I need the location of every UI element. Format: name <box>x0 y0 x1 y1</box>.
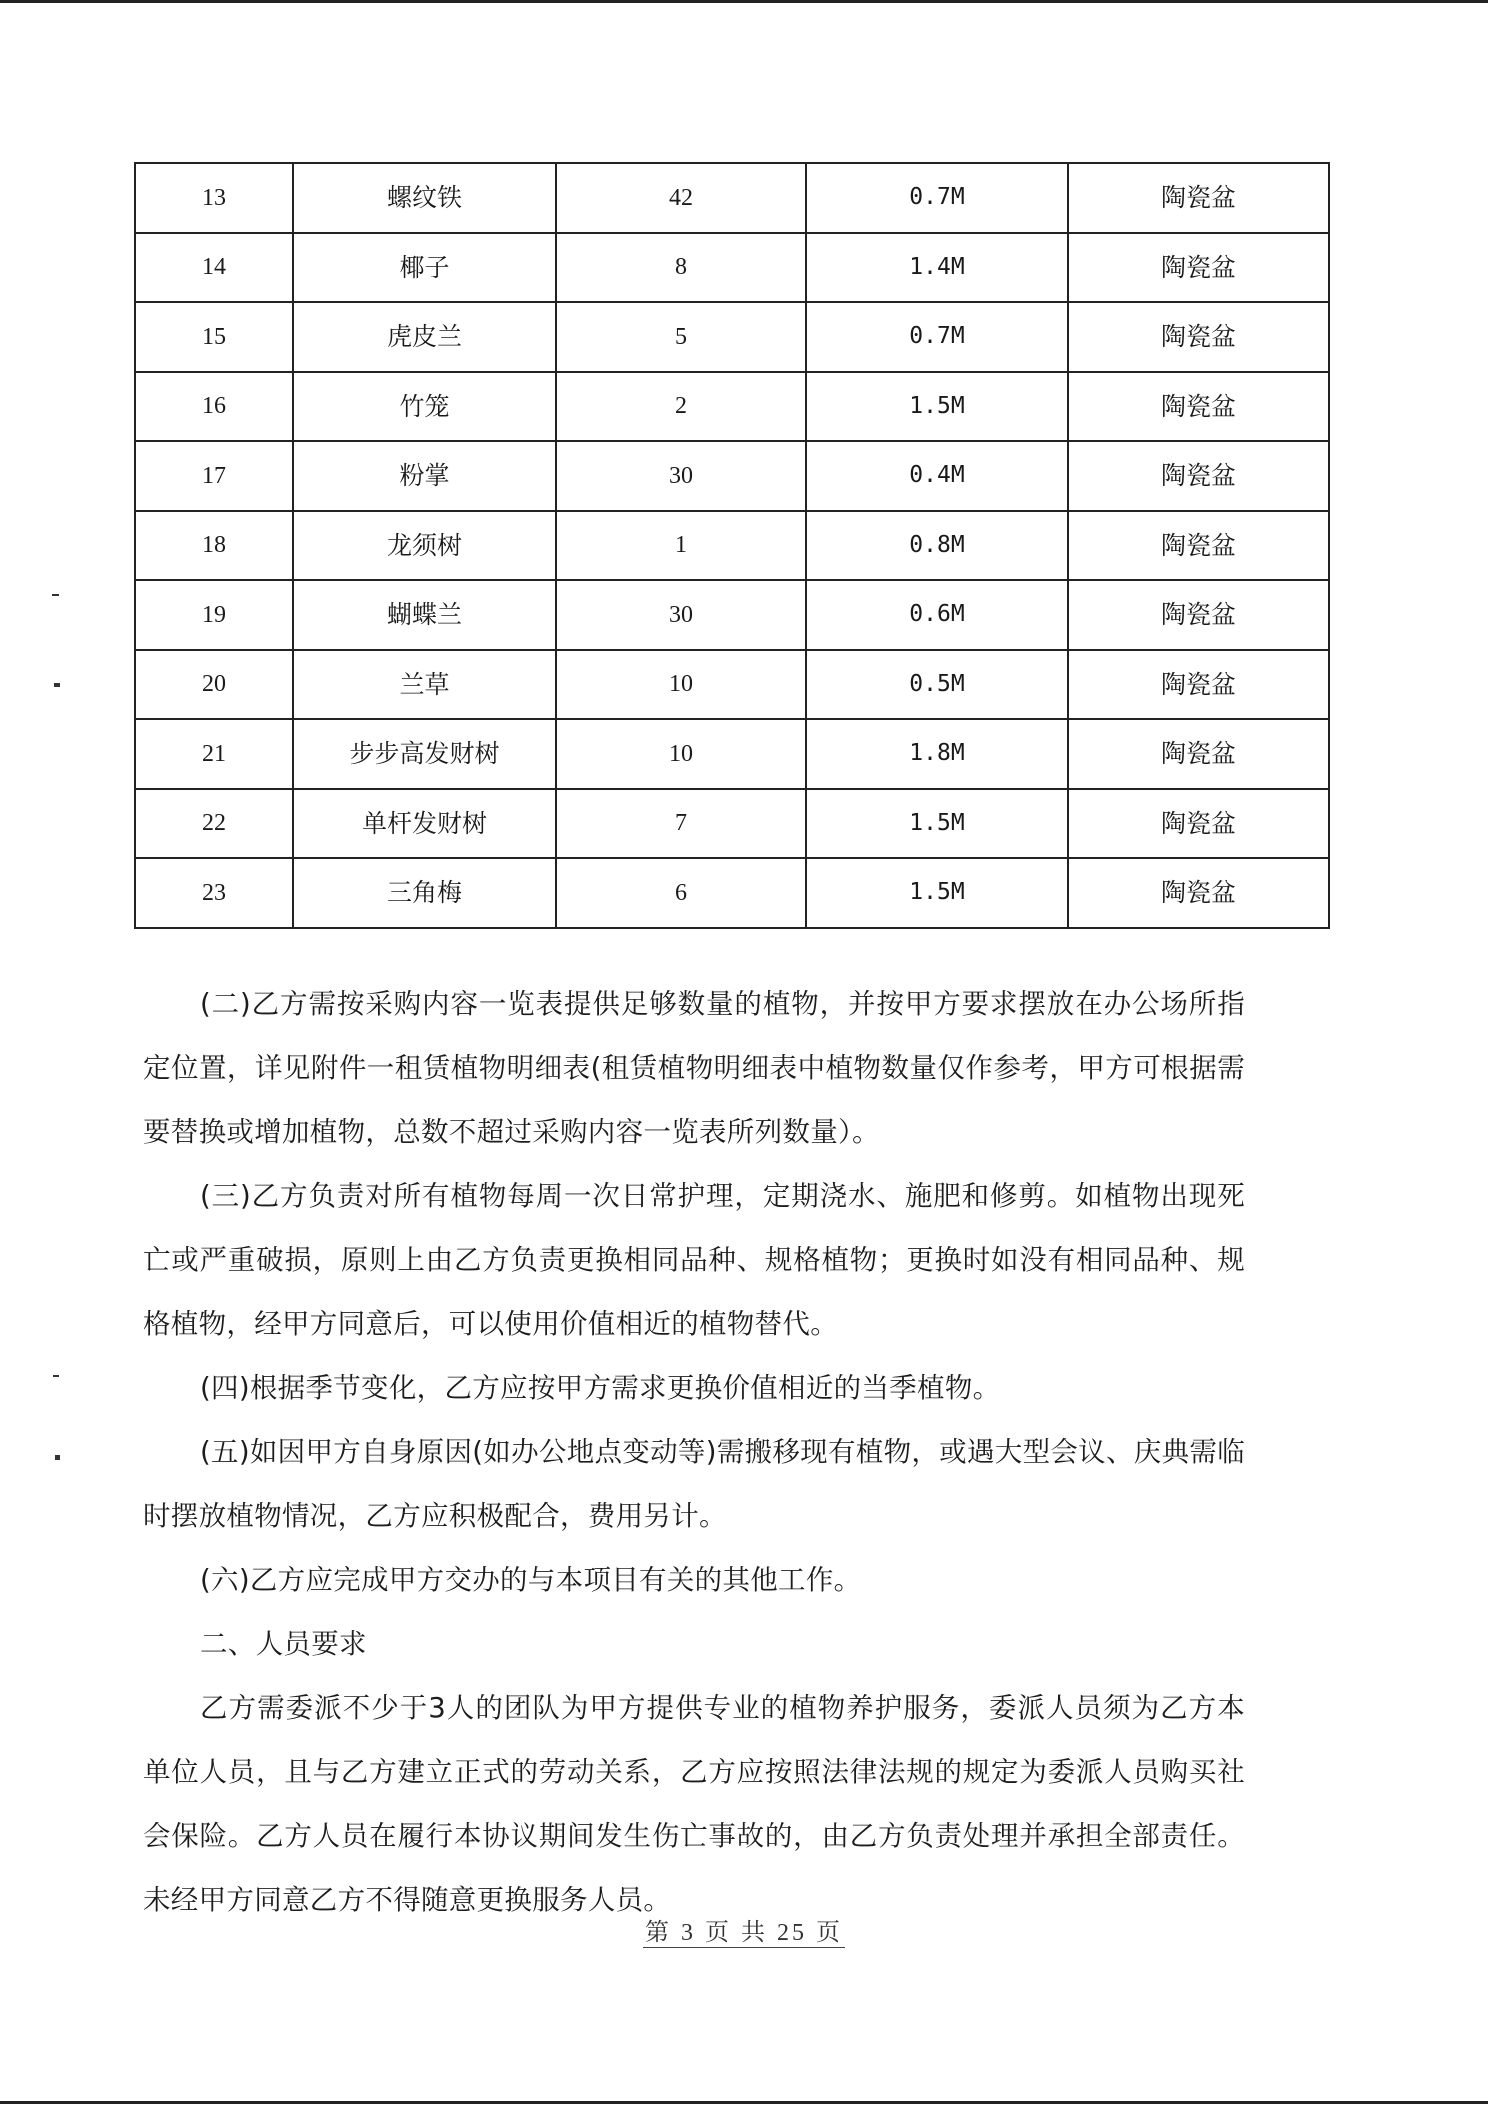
paragraph-6: (六)乙方应完成甲方交办的与本项目有关的其他工作。 <box>200 1564 862 1596</box>
scan-top-edge <box>0 0 1488 3</box>
row-number-cell: 15 <box>135 302 293 372</box>
table-row <box>135 163 1329 233</box>
quantity-cell: 30 <box>556 580 806 650</box>
plant-name-cell: 虎皮兰 <box>293 302 556 372</box>
pot-type-cell: 陶瓷盆 <box>1068 233 1329 303</box>
size-cell: 0.5M <box>806 650 1068 720</box>
paragraph-5: (五)如因甲方自身原因(如办公地点变动等)需搬移现有植物，或遇大型会议、庆典需临时摆放植物情况，乙方应积极配合，费用另计。 <box>143 1436 1245 1532</box>
table-row <box>135 233 1329 303</box>
table-row <box>135 441 1329 511</box>
row-number-cell: 21 <box>135 719 293 789</box>
scan-mark <box>54 683 60 687</box>
section-heading-personnel: 二、人员要求 <box>200 1628 367 1660</box>
table-row <box>135 580 1329 650</box>
table-row <box>135 858 1329 928</box>
plant-name-cell: 龙须树 <box>293 511 556 581</box>
page-footer <box>0 1912 1488 1947</box>
quantity-cell: 10 <box>556 650 806 720</box>
size-cell: 1.4M <box>806 233 1068 303</box>
quantity-cell: 1 <box>556 511 806 581</box>
plant-list-table <box>134 162 1330 929</box>
pot-type-cell: 陶瓷盆 <box>1068 372 1329 442</box>
scan-mark <box>52 594 59 596</box>
document-body <box>143 972 1245 1932</box>
size-cell: 0.7M <box>806 302 1068 372</box>
page-number: 第 3 页 共 25 页 <box>645 1920 843 1946</box>
paragraph-personnel: 乙方需委派不少于3人的团队为甲方提供专业的植物养护服务，委派人员须为乙方本单位人员，且与乙方建立正式的劳动关系，乙方应按照法律法规的规定为委派人员购买社会保险。乙方人员在履行本协议期间发生伤亡事故的，由乙方负责处理并承担全部责任。未经甲方同意乙方不得随意更换服务人员。 <box>143 1692 1245 1916</box>
paragraph-4: (四)根据季节变化，乙方应按甲方需求更换价值相近的当季植物。 <box>200 1372 1001 1404</box>
quantity-cell: 5 <box>556 302 806 372</box>
row-number-cell: 19 <box>135 580 293 650</box>
pot-type-cell: 陶瓷盆 <box>1068 511 1329 581</box>
table-row <box>135 372 1329 442</box>
size-cell: 0.6M <box>806 580 1068 650</box>
row-number-cell: 18 <box>135 511 293 581</box>
row-number-cell: 16 <box>135 372 293 442</box>
plant-name-cell: 三角梅 <box>293 858 556 928</box>
size-cell: 0.7M <box>806 163 1068 233</box>
scan-mark <box>55 1455 60 1460</box>
row-number-cell: 13 <box>135 163 293 233</box>
quantity-cell: 7 <box>556 789 806 859</box>
scan-mark <box>53 1375 59 1377</box>
pot-type-cell: 陶瓷盆 <box>1068 302 1329 372</box>
pot-type-cell: 陶瓷盆 <box>1068 789 1329 859</box>
plant-name-cell: 椰子 <box>293 233 556 303</box>
size-cell: 1.8M <box>806 719 1068 789</box>
table-row <box>135 511 1329 581</box>
plant-name-cell: 兰草 <box>293 650 556 720</box>
size-cell: 0.4M <box>806 441 1068 511</box>
row-number-cell: 14 <box>135 233 293 303</box>
pot-type-cell: 陶瓷盆 <box>1068 719 1329 789</box>
pot-type-cell: 陶瓷盆 <box>1068 858 1329 928</box>
pot-type-cell: 陶瓷盆 <box>1068 441 1329 511</box>
row-number-cell: 17 <box>135 441 293 511</box>
size-cell: 1.5M <box>806 789 1068 859</box>
plant-name-cell: 蝴蝶兰 <box>293 580 556 650</box>
row-number-cell: 23 <box>135 858 293 928</box>
table-row <box>135 719 1329 789</box>
pot-type-cell: 陶瓷盆 <box>1068 580 1329 650</box>
size-cell: 0.8M <box>806 511 1068 581</box>
plant-name-cell: 步步高发财树 <box>293 719 556 789</box>
paragraph-2: (二)乙方需按采购内容一览表提供足够数量的植物，并按甲方要求摆放在办公场所指定位置，详见附件一租赁植物明细表(租赁植物明细表中植物数量仅作参考，甲方可根据需要替换或增加植物，总数不超过采购内容一览表所列数量）。 <box>143 988 1245 1148</box>
plant-name-cell: 竹笼 <box>293 372 556 442</box>
plant-table-body <box>135 163 1329 928</box>
pot-type-cell: 陶瓷盆 <box>1068 650 1329 720</box>
table-row <box>135 789 1329 859</box>
row-number-cell: 20 <box>135 650 293 720</box>
plant-name-cell: 单杆发财树 <box>293 789 556 859</box>
row-number-cell: 22 <box>135 789 293 859</box>
plant-name-cell: 螺纹铁 <box>293 163 556 233</box>
paragraph-3: (三)乙方负责对所有植物每周一次日常护理，定期浇水、施肥和修剪。如植物出现死亡或严重破损，原则上由乙方负责更换相同品种、规格植物；更换时如没有相同品种、规格植物，经甲方同意后，可以使用价值相近的植物替代。 <box>143 1180 1245 1340</box>
table-row <box>135 650 1329 720</box>
quantity-cell: 10 <box>556 719 806 789</box>
quantity-cell: 2 <box>556 372 806 442</box>
size-cell: 1.5M <box>806 858 1068 928</box>
table-row <box>135 302 1329 372</box>
size-cell: 1.5M <box>806 372 1068 442</box>
pot-type-cell: 陶瓷盆 <box>1068 163 1329 233</box>
quantity-cell: 8 <box>556 233 806 303</box>
quantity-cell: 30 <box>556 441 806 511</box>
quantity-cell: 42 <box>556 163 806 233</box>
plant-name-cell: 粉掌 <box>293 441 556 511</box>
quantity-cell: 6 <box>556 858 806 928</box>
